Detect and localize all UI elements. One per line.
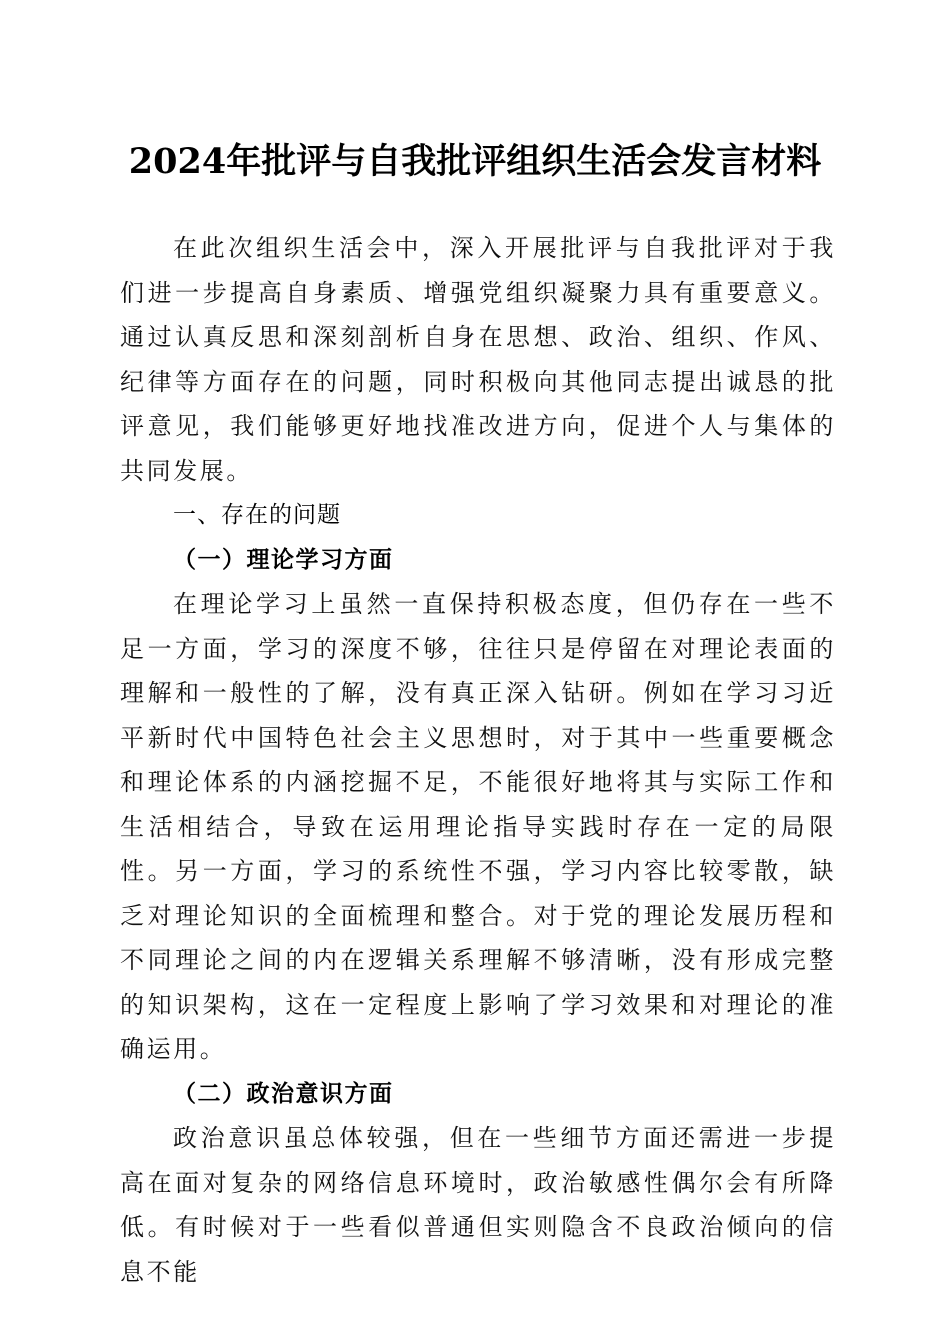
theory-paragraph: 在理论学习上虽然一直保持积极态度，但仍存在一些不足一方面，学习的深度不够，往往只是停留在对理论表面的理解和一般性的了解，没有真正深入钻研。例如在学习习近平新时代中国特色社会主义思想时，对于其中一些重要概念和理论体系的内涵挖掘不足，不能很好地将其与实际工作和生活相结合，导致在运用理论指导实践时存在一定的局限性。另一方面，学习的系统性不强，学习内容比较零散，缺乏对理论知识的全面梳理和整合。对于党的理论发展历程和不同理论之间的内在逻辑关系理解不够清晰，没有形成完整的知识架构，这在一定程度上影响了学习效果和对理论的准确运用。 [120,590,836,1063]
section-heading-problems: 一、存在的问题 [173,502,341,528]
politics-paragraph: 政治意识虽总体较强，但在一些细节方面还需进一步提高在面对复杂的网络信息环境时，政治敏感性偶尔会有所降低。有时候对于一些看似普通但实则隐含不良政治倾向的信息不能 [120,1124,836,1286]
intro-paragraph: 在此次组织生活会中，深入开展批评与自我批评对于我们进一步提高自身素质、增强党组织凝聚力具有重要意义。通过认真反思和深刻剖析自身在思想、政治、组织、作风、纪律等方面存在的问题，同时积极向其他同志提出诚恳的批评意见，我们能够更好地找准改进方向，促进个人与集体的共同发展。 [120,234,836,485]
subsection-heading-politics: （二）政治意识方面 [173,1079,394,1107]
document-title: 2024年批评与自我批评组织生活会发言材料 [128,141,822,182]
document-body [120,226,836,1294]
subsection-heading-theory: （一）理论学习方面 [173,545,394,573]
